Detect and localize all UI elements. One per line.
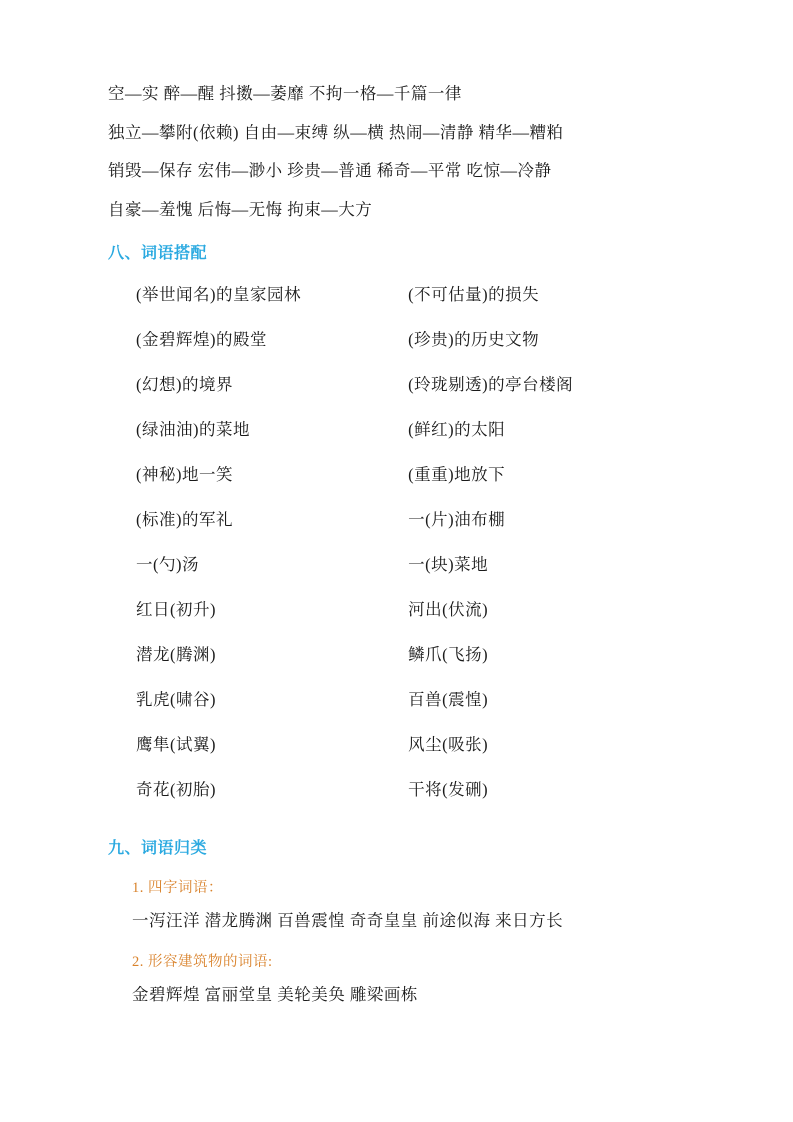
collocation-left-1: (举世闻名)的皇家园林	[136, 285, 301, 304]
antonym-line-3: 销毁—保存 宏伟—渺小 珍贵—普通 稀奇—平常 吃惊—冷静	[108, 161, 552, 180]
collocation-right-4: (鲜红)的太阳	[408, 420, 506, 439]
table-row	[108, 506, 688, 551]
collocation-left-10: 乳虎(啸谷)	[136, 690, 216, 709]
word-collocation-table	[108, 281, 688, 821]
collocation-left-8: 红日(初升)	[136, 600, 216, 619]
collocation-left-2: (金碧辉煌)的殿堂	[136, 330, 267, 349]
collocation-left-9: 潜龙(腾渊)	[136, 645, 216, 664]
table-row	[108, 596, 688, 641]
table-row	[108, 281, 688, 326]
antonym-line-2: 独立—攀附(依赖) 自由—束缚 纵—横 热闹—清静 精华—糟粕	[108, 122, 564, 142]
collocation-right-12: 干将(发硎)	[408, 780, 489, 799]
collocation-right-1: (不可估量)的损失	[408, 285, 540, 304]
collocation-right-6: 一(片)油布棚	[408, 510, 506, 529]
collocation-right-10: 百兽(震惶)	[408, 690, 489, 709]
table-row	[108, 686, 688, 731]
collocation-left-4: (绿油油)的菜地	[136, 420, 250, 439]
collocation-right-11: 风尘(吸张)	[408, 735, 489, 754]
collocation-left-12: 奇花(初胎)	[136, 780, 216, 799]
word-group-1	[108, 876, 688, 930]
collocation-left-7: 一(勺)汤	[136, 555, 199, 574]
word-group-2	[108, 950, 688, 1004]
table-row	[108, 326, 688, 371]
collocation-right-8: 河出(伏流)	[408, 600, 489, 619]
word-group-1-label: 1. 四字词语：	[132, 880, 223, 896]
word-group-1-content: 一泻汪洋 潜龙腾渊 百兽震惶 奇奇皇皇 前途似海 来日方长	[132, 911, 564, 930]
section-heading-word-collocation: 八、词语搭配	[108, 245, 208, 262]
collocation-right-5: (重重)地放下	[408, 465, 506, 484]
table-row	[108, 641, 688, 686]
table-row	[108, 416, 688, 461]
table-row	[108, 461, 688, 506]
collocation-right-9: 鳞爪(飞扬)	[408, 645, 489, 664]
collocation-left-5: (神秘)地一笑	[136, 465, 233, 484]
collocation-right-7: 一(块)菜地	[408, 555, 489, 574]
collocation-right-3: (玲珑剔透)的亭台楼阁	[408, 375, 574, 394]
word-group-2-label: 2. 形容建筑物的词语:	[132, 953, 273, 970]
antonym-line-1: 空—实 醉—醒 抖擞—萎靡 不拘一格—千篇一律	[108, 84, 462, 103]
antonym-line-4: 自豪—羞愧 后悔—无悔 拘束—大方	[108, 199, 373, 219]
section-heading-word-classification: 九、词语归类	[108, 840, 208, 857]
table-row	[108, 776, 688, 821]
table-row	[108, 551, 688, 596]
collocation-left-11: 鹰隼(试翼)	[136, 735, 216, 754]
table-row	[108, 371, 688, 416]
word-group-2-content: 金碧辉煌 富丽堂皇 美轮美奂 雕梁画栋	[132, 984, 418, 1004]
collocation-left-3: (幻想)的境界	[136, 375, 233, 394]
document-content	[108, 86, 688, 1023]
table-row	[108, 731, 688, 776]
collocation-right-2: (珍贵)的历史文物	[408, 330, 540, 349]
collocation-left-6: (标准)的军礼	[136, 510, 233, 529]
